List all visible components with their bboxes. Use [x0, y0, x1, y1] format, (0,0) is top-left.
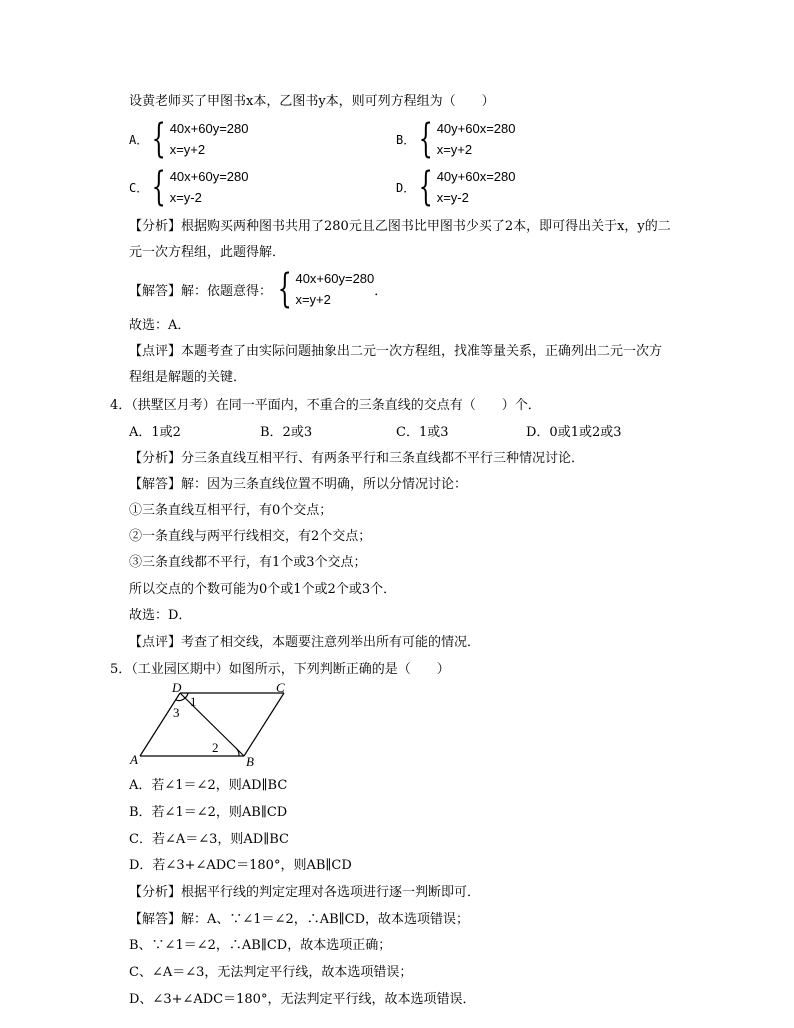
q3-analysis-line1: 【分析】根据购买两种图书共用了280元且乙图书比甲图书少买了2本，即可得出关于x，y的二: [129, 219, 671, 234]
q4-stem: 4．（拱墅区月考）在同一平面内，不重合的三条直线的交点有（ ）个．: [110, 398, 541, 413]
q5-solution-d: D、∠3+∠ADC＝180°，无法判定平行线，故本选项错误．: [129, 992, 476, 1007]
vertex-label-a: A: [130, 752, 138, 767]
q4-conclusion: 所以交点的个数可能为0个或1个或2个或3个．: [129, 582, 397, 597]
angle-label-1: 1: [190, 694, 197, 709]
q4-option-b: B．2或3: [260, 425, 313, 440]
brace-icon: {: [277, 266, 292, 312]
option-label: D．: [396, 180, 416, 195]
segment-ad: [140, 693, 180, 756]
q4-option-d: D．0或1或2或3: [526, 425, 622, 440]
equation: 40y+60x=280: [436, 121, 516, 136]
q3-option-b: [396, 118, 515, 160]
q5-option-d: D．若∠3+∠ADC＝180°，则AB∥CD: [129, 858, 352, 873]
q5-solution-a: 【解答】解：A、∵∠1＝∠2，∴AB∥CD，故本选项错误；: [129, 912, 470, 927]
q3-analysis-line2: 元一次方程组，此题得解．: [129, 245, 286, 260]
q4-answer: 故选：D．: [129, 608, 192, 623]
q3-stem: 设黄老师买了甲图书x本，乙图书y本，则可列方程组为（ ）: [129, 94, 495, 109]
option-label: A．: [129, 132, 149, 147]
q3-option-c: [129, 166, 248, 208]
q3-solution: [129, 268, 387, 310]
brace-icon: {: [418, 116, 433, 162]
equation: x=y-2: [169, 190, 202, 205]
angle-mark-3: [176, 698, 185, 701]
vertex-label-c: C: [276, 682, 285, 695]
q3-answer: 故选：A．: [129, 318, 191, 333]
equation: 40y+60x=280: [436, 169, 516, 184]
angle-mark-1: [185, 693, 188, 698]
q5-option-c: C．若∠A＝∠3，则AD∥BC: [129, 832, 289, 847]
q5-solution-b: B、∵∠1＝∠2，∴AB∥CD，故本选项正确；: [129, 938, 392, 953]
vertex-label-b: B: [246, 754, 254, 768]
brace-icon: {: [151, 164, 166, 210]
q5-solution-c: C、∠A＝∠3，无法判定平行线，故本选项错误；: [129, 965, 413, 980]
q4-case1: ①三条直线互相平行，有0个交点；: [129, 503, 333, 518]
q4-option-c: C．1或3: [396, 425, 449, 440]
q5-analysis: 【分析】根据平行线的判定定理对各选项进行逐一判断即可．: [129, 885, 481, 900]
q3-option-a: [129, 118, 248, 160]
equation: x=y+2: [436, 142, 473, 157]
q3-comment-line1: 【点评】本题考查了由实际问题抽象出二元一次方程组，找准等量关系，正确列出二元一次方: [129, 344, 663, 359]
brace-icon: {: [151, 116, 166, 162]
vertex-label-d: D: [172, 682, 182, 695]
q4-comment: 【点评】考查了相交线，本题要注意列举出所有可能的情况．: [129, 635, 481, 650]
equation: x=y+2: [169, 142, 206, 157]
q4-analysis: 【分析】分三条直线互相平行、有两条平行和三条直线都不平行三种情况讨论．: [129, 451, 585, 466]
brace-icon: {: [418, 164, 433, 210]
segment-cb: [244, 693, 284, 756]
angle-label-3: 3: [173, 705, 180, 720]
q4-solution: 【解答】解：因为三条直线位置不明确，所以分情况讨论：: [129, 477, 468, 492]
q5-option-a: A．若∠1＝∠2，则AD∥BC: [129, 778, 288, 793]
q5-option-b: B．若∠1＝∠2，则AB∥CD: [129, 805, 288, 820]
equation: 40x+60y=280: [169, 169, 249, 184]
q3-comment-line2: 程组是解题的关键．: [129, 370, 247, 385]
angle-label-2: 2: [212, 740, 219, 755]
q4-case3: ③三条直线都不平行，有1个或3个交点；: [129, 555, 367, 570]
q3-option-d: [396, 166, 515, 208]
parallelogram-figure: [128, 682, 298, 768]
equation: x=y+2: [295, 292, 331, 307]
angle-mark-2: [236, 748, 239, 756]
q5-stem: 5．（工业园区期中）如图所示，下列判断正确的是（ ）: [110, 662, 450, 677]
equation: 40x+60y=280: [169, 121, 249, 136]
equation: 40x+60y=280: [295, 271, 375, 286]
solution-prefix: 【解答】解：依题意得：: [129, 283, 273, 299]
equation: x=y-2: [436, 190, 469, 205]
q4-case2: ②一条直线与两平行线相交，有2个交点；: [129, 529, 372, 544]
option-label: C．: [129, 180, 149, 195]
solution-suffix: ．: [374, 283, 388, 299]
option-label: B．: [396, 132, 416, 147]
q4-option-a: A．1或2: [129, 425, 181, 440]
